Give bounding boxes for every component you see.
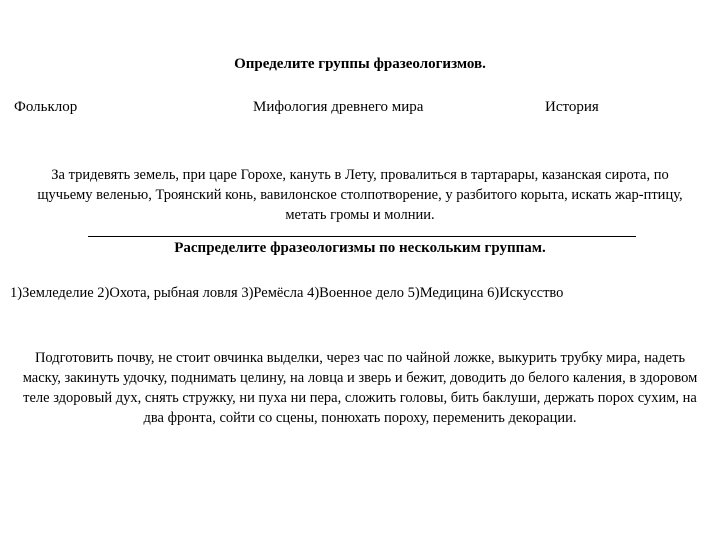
section-title-second: Распределите фразеологизмы по нескольким группам.: [174, 240, 546, 256]
groups-list: 1)Земледелие 2)Охота, рыбная ловля 3)Ремёсла 4)Военное дело 5)Медицина 6)Искусство: [10, 285, 564, 301]
expressions-paragraph: Подготовить почву, не стоит овчинка выделки, через час по чайной ложке, выкурить трубку мира, надеть маску, закинуть удочку, поднимать целину, на ловца и зверь и бежит, доводить до белого каления, в здоровом теле здоровый дух, снять стружку, ни пуха ни пера, сложить головы, бить баклуши, держать порох сухим, на два фронта, сойти со сцены, понюхать пороху, переменить декорации.: [22, 350, 698, 426]
category-label-mythology: Мифология древнего мира: [253, 99, 424, 115]
category-label-folklore: Фольклор: [14, 99, 78, 115]
page-title: Определите группы фразеологизмов.: [234, 56, 486, 72]
category-columns: [0, 99, 720, 119]
phraseologisms-paragraph: За тридевять земель, при царе Горохе, кануть в Лету, провалиться в тартарары, казанская сирота, по щучьему веленью, Троянский конь, вавилонское столпотворение, у разбитого корыта, искать жар-птицу, метать громы и молнии.: [37, 167, 683, 223]
category-label-history: История: [545, 99, 599, 115]
horizontal-divider: [88, 236, 636, 237]
